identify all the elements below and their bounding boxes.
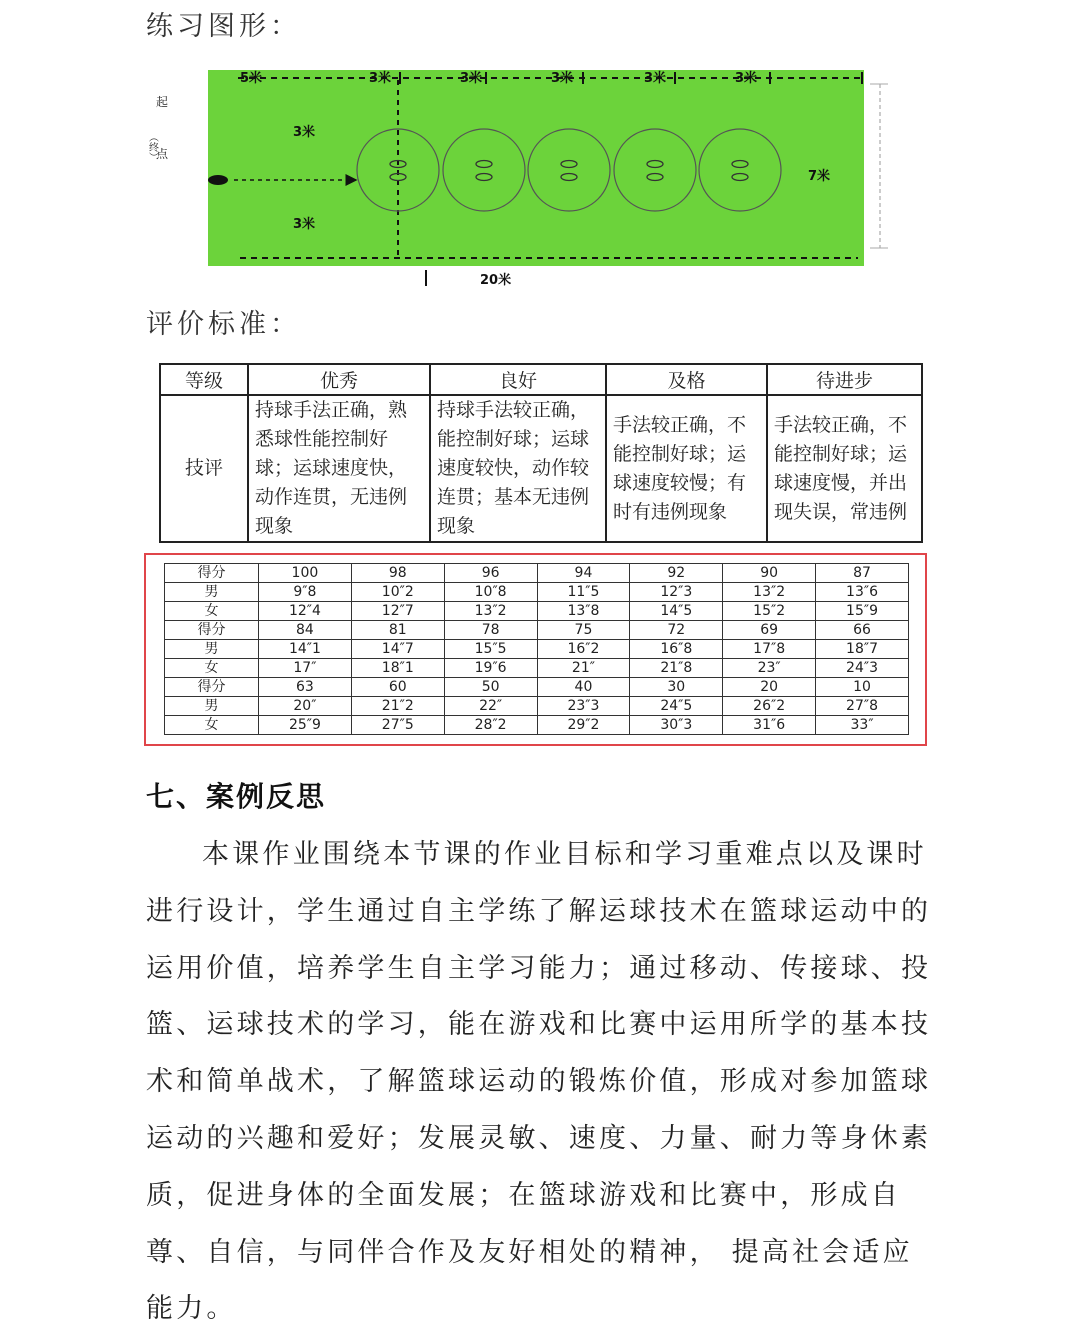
court-diagram <box>146 62 890 294</box>
dist-label-5: 3米 <box>644 71 667 86</box>
score-cell: 17″ <box>259 659 352 678</box>
score-cell: 87 <box>816 564 909 583</box>
excellent-criteria: 持球手法正确，熟悉球性能控制好球；运球速度快， 动作连贯，无违例现象 <box>248 395 430 542</box>
score-cell: 21″2 <box>351 697 444 716</box>
score-row-label: 男 <box>165 697 259 716</box>
score-cell: 24″3 <box>816 659 909 678</box>
score-cell: 21″8 <box>630 659 723 678</box>
start-label-3: 点 <box>156 147 169 161</box>
pass-criteria: 手法较正确，不能控制好球；运球速度较慢；有时有违例现象 <box>606 395 767 542</box>
score-cell: 12″3 <box>630 583 723 602</box>
score-cell: 18″7 <box>816 640 909 659</box>
score-cell: 13″2 <box>723 583 816 602</box>
score-cell: 14″5 <box>630 602 723 621</box>
court-field <box>208 70 864 266</box>
score-cell: 15″9 <box>816 602 909 621</box>
score-cell: 23″3 <box>537 697 630 716</box>
score-row <box>165 602 909 621</box>
dist-label-4: 3米 <box>551 71 574 86</box>
score-cell: 33″ <box>816 716 909 735</box>
score-row-label: 得分 <box>165 621 259 640</box>
score-cell: 15″5 <box>444 640 537 659</box>
score-row <box>165 640 909 659</box>
good-criteria: 持球手法较正确，能控制好球；运球速度较快，动作较连贯；基本无违例现象 <box>430 395 606 542</box>
score-cell: 11″5 <box>537 583 630 602</box>
score-cell: 14″1 <box>259 640 352 659</box>
score-cell: 16″2 <box>537 640 630 659</box>
start-label-1: 起 <box>156 95 169 109</box>
dist-label-2: 3米 <box>369 71 392 86</box>
score-cell: 72 <box>630 621 723 640</box>
evaluation-table <box>159 363 923 543</box>
court-diagram-svg <box>146 62 890 294</box>
score-cell: 28″2 <box>444 716 537 735</box>
header-needs-improvement: 待进步 <box>767 364 922 395</box>
score-cell: 96 <box>444 564 537 583</box>
section-heading: 七、案例反思 <box>146 780 327 813</box>
score-cell: 17″8 <box>723 640 816 659</box>
upper-half-label: 3米 <box>293 125 316 140</box>
score-row-label: 得分 <box>165 678 259 697</box>
row-label: 技评 <box>160 395 248 542</box>
score-cell: 81 <box>351 621 444 640</box>
score-row-label: 女 <box>165 659 259 678</box>
score-cell: 25″9 <box>259 716 352 735</box>
dist-label-1: 5米 <box>240 71 263 86</box>
score-cell: 23″ <box>723 659 816 678</box>
score-cell: 29″2 <box>537 716 630 735</box>
score-cell: 92 <box>630 564 723 583</box>
score-row-label: 得分 <box>165 564 259 583</box>
score-row <box>165 678 909 697</box>
score-cell: 18″1 <box>351 659 444 678</box>
score-row <box>165 583 909 602</box>
header-excellent: 优秀 <box>248 364 430 395</box>
score-row-label: 女 <box>165 716 259 735</box>
score-cell: 31″6 <box>723 716 816 735</box>
evaluation-header-row <box>160 364 922 395</box>
score-row <box>165 716 909 735</box>
score-cell: 30 <box>630 678 723 697</box>
criteria-title: 评价标准： <box>146 309 301 340</box>
score-row <box>165 621 909 640</box>
score-cell: 27″8 <box>816 697 909 716</box>
score-cell: 10″8 <box>444 583 537 602</box>
dist-label-3: 3米 <box>460 71 483 86</box>
score-cell: 63 <box>259 678 352 697</box>
length-label: 20米 <box>480 273 512 288</box>
score-cell: 10″2 <box>351 583 444 602</box>
header-good: 良好 <box>430 364 606 395</box>
dist-label-6: 3米 <box>735 71 758 86</box>
score-cell: 78 <box>444 621 537 640</box>
score-cell: 40 <box>537 678 630 697</box>
score-cell: 84 <box>259 621 352 640</box>
score-row <box>165 564 909 583</box>
score-cell: 16″8 <box>630 640 723 659</box>
score-cell: 20″ <box>259 697 352 716</box>
score-cell: 69 <box>723 621 816 640</box>
score-cell: 13″2 <box>444 602 537 621</box>
score-cell: 66 <box>816 621 909 640</box>
score-cell: 19″6 <box>444 659 537 678</box>
reflection-paragraph: 本课作业围绕本节课的作业目标和学习重难点以及课时进行设计，学生通过自主学练了解运球技术在篮球运动中的运用价值，培养学生自主学习能力；通过移动、传接球、投篮、运球技术的学习，能在游戏和比赛中运用所学的基本技术和简单战术，了解篮球运动的锻炼价值，形成对参加篮球运动的兴趣和爱好；发展灵敏、速度、力量、耐力等身休素质，促进身体的全面发展；在篮球游戏和比赛中，形成自尊、自信，与同伴合作及友好相处的精神， 提高社会适应能力。 <box>146 839 932 1325</box>
score-cell: 21″ <box>537 659 630 678</box>
lower-half-label: 3米 <box>293 217 316 232</box>
practice-figure-title: 练习图形： <box>146 11 301 42</box>
score-cell: 14″7 <box>351 640 444 659</box>
score-cell: 98 <box>351 564 444 583</box>
score-cell: 22″ <box>444 697 537 716</box>
header-pass: 及格 <box>606 364 767 395</box>
score-cell: 94 <box>537 564 630 583</box>
score-row-label: 男 <box>165 583 259 602</box>
score-cell: 13″8 <box>537 602 630 621</box>
width-label: 7米 <box>808 169 831 184</box>
score-cell: 26″2 <box>723 697 816 716</box>
score-cell: 100 <box>259 564 352 583</box>
score-row-label: 男 <box>165 640 259 659</box>
start-label-2: （终） <box>146 132 158 162</box>
evaluation-row <box>160 395 922 542</box>
score-cell: 15″2 <box>723 602 816 621</box>
score-row <box>165 659 909 678</box>
score-row <box>165 697 909 716</box>
score-cell: 90 <box>723 564 816 583</box>
start-marker <box>208 175 228 185</box>
score-row-label: 女 <box>165 602 259 621</box>
needs-improvement-criteria: 手法较正确，不能控制好球；运球速度慢，并出现失误，常违例 <box>767 395 922 542</box>
score-cell: 30″3 <box>630 716 723 735</box>
score-cell: 13″6 <box>816 583 909 602</box>
score-table <box>164 563 909 735</box>
score-cell: 12″7 <box>351 602 444 621</box>
score-cell: 9″8 <box>259 583 352 602</box>
header-grade: 等级 <box>160 364 248 395</box>
score-cell: 24″5 <box>630 697 723 716</box>
score-cell: 20 <box>723 678 816 697</box>
score-cell: 50 <box>444 678 537 697</box>
score-cell: 27″5 <box>351 716 444 735</box>
score-cell: 10 <box>816 678 909 697</box>
score-cell: 75 <box>537 621 630 640</box>
score-cell: 60 <box>351 678 444 697</box>
score-cell: 12″4 <box>259 602 352 621</box>
